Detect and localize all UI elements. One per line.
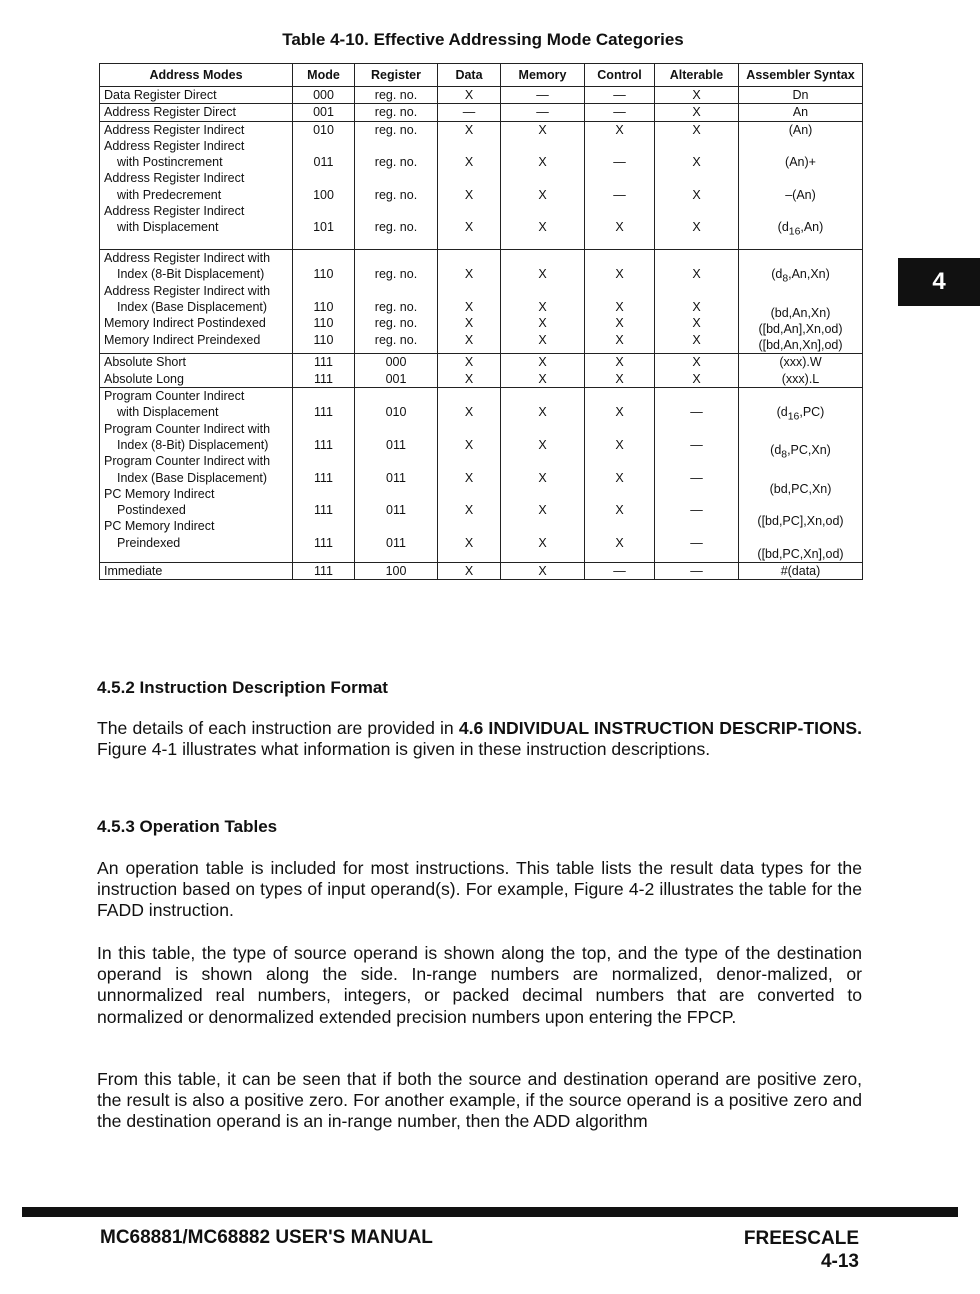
alterable-value: X (692, 155, 701, 170)
data-value: X (464, 470, 474, 485)
data-cell (438, 388, 501, 563)
data-value: X (464, 155, 474, 170)
register-value: reg. no. (374, 122, 418, 137)
data-value: X (464, 405, 474, 420)
mode-value: 111 (313, 355, 333, 370)
alterable-value: X (692, 371, 701, 386)
control-value: X (615, 267, 624, 282)
alterable-value: — (690, 405, 703, 420)
mode-value: 101 (313, 220, 334, 235)
data-value: X (464, 220, 474, 235)
footer-right (744, 1227, 859, 1273)
page-number: 4-13 (820, 1251, 859, 1272)
syntax-cell (739, 104, 863, 121)
memory-value: — (536, 88, 549, 102)
footer-rule (22, 1207, 958, 1217)
memory-value: X (538, 267, 547, 282)
memory-value: X (538, 155, 547, 170)
syntax-value: (An) (788, 122, 813, 137)
syntax-cell (739, 87, 863, 104)
table-title: Table 4-10. Effective Addressing Mode Categories (282, 30, 684, 49)
address-mode-label: Data Register Direct (104, 88, 217, 102)
address-mode-label: Memory Indirect Preindexed (104, 332, 261, 347)
mode-cell (293, 250, 355, 354)
register-value: 011 (386, 535, 406, 550)
mode-value: 111 (313, 503, 333, 518)
register-value: reg. no. (374, 88, 418, 102)
register-value: 011 (386, 503, 406, 518)
data-cell (438, 87, 501, 104)
data-cell (438, 250, 501, 354)
address-mode-label: with Displacement (117, 405, 219, 420)
paragraph: An operation table is included for most instructions. This table lists the result data types for the instruction based on types of input operand(s). For example, Figure 4-2 illustrates the table for the FADD instruction. (97, 858, 862, 921)
alterable-value: — (690, 564, 703, 579)
address-mode-label: Absolute Long (104, 371, 184, 386)
table-row-group (100, 388, 863, 563)
register-cell (355, 563, 438, 580)
control-value: — (613, 187, 626, 202)
address-mode-label: Preindexed (117, 535, 181, 550)
register-value: reg. no. (374, 332, 418, 347)
paragraph: From this table, it can be seen that if both the source and destination operand are positive zero, the result is also a positive zero. For another example, if the source operand is a positive zero and the destination operand is an in-range number, then the ADD algorithm (97, 1069, 862, 1132)
syntax-value: ([bd,An],Xn,od) (758, 321, 843, 336)
memory-value: X (538, 564, 547, 579)
address-mode-cell (100, 388, 293, 563)
address-mode-label: Index (8-Bit Displacement) (117, 267, 265, 282)
memory-cell (501, 104, 585, 121)
memory-value: X (538, 371, 547, 386)
register-value: 011 (386, 437, 406, 452)
mode-value: 001 (313, 105, 334, 120)
syntax-value: (xxx).L (781, 371, 820, 386)
control-value: X (615, 220, 624, 235)
section-heading-instruction-format: 4.5.2 Instruction Description Format (97, 678, 388, 697)
control-value: X (615, 503, 624, 518)
mode-cell (293, 121, 355, 250)
alterable-cell (655, 563, 739, 580)
alterable-value: X (692, 316, 701, 331)
syntax-subscript: 8 (782, 273, 789, 285)
memory-cell (501, 87, 585, 104)
syntax-value: (An)+ (785, 155, 816, 170)
syntax-value: ([bd,PC],Xn,od) (757, 514, 844, 529)
control-value: X (615, 332, 624, 347)
alterable-value: X (692, 300, 701, 315)
register-cell (355, 121, 438, 250)
col-header: Alterable (655, 64, 739, 87)
control-value: — (613, 105, 626, 120)
mode-value: 011 (313, 155, 334, 170)
paragraph: The details of each instruction are provided in 4.6 INDIVIDUAL INSTRUCTION DESCRIP-TIONS. Figure 4-1 illustrates what information is given in these instruction descriptions. (97, 718, 862, 760)
mode-value: 000 (313, 88, 334, 102)
col-header: Address Modes (100, 64, 293, 87)
data-value: X (464, 437, 474, 452)
register-cell (355, 104, 438, 121)
syntax-subscript: 8 (781, 449, 788, 461)
address-mode-label: with Predecrement (117, 187, 222, 202)
alterable-value: X (692, 332, 701, 347)
data-value: X (464, 316, 474, 331)
data-cell (438, 354, 501, 388)
syntax-value: –(An) (785, 187, 816, 202)
table-row-group (100, 121, 863, 250)
data-value: X (464, 503, 474, 518)
memory-value: X (538, 405, 547, 420)
syntax-value: #(data) (780, 564, 821, 579)
table-row-group (100, 104, 863, 121)
data-value: X (464, 535, 474, 550)
data-value: X (464, 355, 474, 370)
memory-value: X (538, 437, 547, 452)
address-mode-label: PC Memory Indirect (104, 519, 215, 534)
control-value: X (615, 437, 624, 452)
col-header: Mode (293, 64, 355, 87)
address-mode-label: with Displacement (117, 220, 219, 235)
memory-value: X (538, 503, 547, 518)
address-mode-label: PC Memory Indirect (104, 486, 215, 501)
address-mode-label: Immediate (104, 564, 163, 579)
memory-value: X (538, 355, 547, 370)
control-cell (585, 121, 655, 250)
chapter-tab-marker: 4 (898, 258, 980, 306)
syntax-value: $(d_{16},An)$ (777, 220, 824, 238)
address-mode-label: Program Counter Indirect with (104, 454, 271, 469)
data-value: X (464, 88, 474, 102)
memory-value: X (538, 187, 547, 202)
table-row-group (100, 87, 863, 104)
register-value: 100 (385, 564, 407, 579)
address-mode-label: Address Register Indirect with (104, 251, 271, 266)
control-value: — (613, 564, 626, 579)
footer-manual-title: MC68881/MC68882 USER'S MANUAL (100, 1227, 433, 1248)
mode-cell (293, 87, 355, 104)
register-value: reg. no. (374, 267, 418, 282)
control-value: — (613, 88, 626, 102)
control-cell (585, 250, 655, 354)
memory-value: — (536, 105, 549, 120)
alterable-cell (655, 388, 739, 563)
address-mode-label: Address Register Indirect (104, 171, 245, 186)
col-header: Memory (501, 64, 585, 87)
address-mode-label: Address Register Indirect with (104, 283, 271, 298)
alterable-value: X (692, 355, 701, 370)
syntax-cell (739, 354, 863, 388)
data-value: — (462, 105, 476, 120)
mode-value: 100 (313, 187, 334, 202)
mode-cell (293, 388, 355, 563)
control-value: X (615, 535, 624, 550)
control-value: X (615, 371, 624, 386)
syntax-cell (739, 121, 863, 250)
mode-cell (293, 104, 355, 121)
table-row-group (100, 563, 863, 580)
register-value: 010 (385, 405, 407, 420)
memory-cell (501, 388, 585, 563)
cross-reference: 4.6 INDIVIDUAL INSTRUCTION DESCRIP-TIONS. (458, 718, 862, 738)
data-value: X (464, 332, 474, 347)
mode-value: 110 (313, 316, 334, 331)
alterable-value: — (690, 535, 703, 550)
alterable-cell (655, 354, 739, 388)
alterable-value: X (692, 187, 701, 202)
alterable-value: X (692, 267, 701, 282)
mode-value: 111 (313, 470, 333, 485)
address-mode-label: Program Counter Indirect (104, 389, 245, 404)
syntax-cell (739, 250, 863, 354)
mode-value: 010 (313, 122, 334, 137)
control-value: X (615, 122, 624, 137)
data-value: X (464, 564, 474, 579)
alterable-cell (655, 121, 739, 250)
paragraph: In this table, the type of source operand is shown along the top, and the type of the destination operand is shown along the side. In-range numbers are normalized, denor-malized, or unnormalized real numbers, integers, or packed decimal numbers that are converted to normalized or denormalized extended precision numbers upon entering the FPCP. (97, 943, 862, 1027)
alterable-value: X (692, 122, 701, 137)
syntax-value: Dn (792, 88, 809, 102)
register-value: 011 (386, 470, 406, 485)
data-cell (438, 563, 501, 580)
register-value: reg. no. (374, 187, 418, 202)
syntax-value: (bd,An,Xn) (770, 305, 831, 320)
syntax-value: $(d_8,An,Xn)$ (771, 267, 830, 285)
mode-value: 111 (313, 405, 333, 420)
table-body (100, 87, 863, 580)
table-row-group (100, 354, 863, 388)
address-mode-cell (100, 87, 293, 104)
data-cell (438, 121, 501, 250)
register-cell (355, 250, 438, 354)
alterable-cell (655, 87, 739, 104)
syntax-value: An (792, 105, 809, 120)
mode-value: 111 (313, 564, 333, 579)
control-cell (585, 354, 655, 388)
register-value: reg. no. (374, 316, 418, 331)
memory-value: X (538, 300, 547, 315)
memory-value: X (538, 332, 547, 347)
memory-value: X (538, 316, 547, 331)
mode-value: 110 (313, 300, 334, 315)
control-value: X (615, 300, 624, 315)
syntax-cell (739, 388, 863, 563)
control-cell (585, 388, 655, 563)
memory-cell (501, 121, 585, 250)
control-value: X (615, 405, 624, 420)
col-header: Control (585, 64, 655, 87)
data-value: X (464, 371, 474, 386)
mode-cell (293, 563, 355, 580)
syntax-value: $(d_{16},PC)$ (776, 405, 825, 423)
data-cell (438, 104, 501, 121)
register-value: reg. no. (374, 105, 418, 120)
address-mode-label: Address Register Indirect (104, 138, 245, 153)
col-header: Assembler Syntax (739, 64, 863, 87)
data-value: X (464, 187, 474, 202)
register-cell (355, 354, 438, 388)
col-header: Data (438, 64, 501, 87)
section-heading-operation-tables: 4.5.3 Operation Tables (97, 817, 278, 836)
table-header-row (100, 64, 863, 87)
syntax-value: ([bd,An,Xn],od) (758, 338, 843, 353)
register-cell (355, 388, 438, 563)
address-mode-cell (100, 354, 293, 388)
control-value: X (615, 355, 624, 370)
address-mode-label: Absolute Short (104, 355, 186, 370)
register-cell (355, 87, 438, 104)
mode-cell (293, 354, 355, 388)
address-mode-label: Postindexed (117, 503, 186, 518)
address-mode-label: Index (Base Displacement) (117, 300, 268, 315)
alterable-value: X (692, 105, 701, 120)
address-mode-label: Memory Indirect Postindexed (104, 316, 266, 331)
mode-value: 111 (313, 535, 333, 550)
alterable-value: X (692, 88, 701, 102)
register-value: 001 (385, 371, 407, 386)
address-mode-label: Index (Base Displacement) (117, 470, 268, 485)
memory-value: X (538, 470, 547, 485)
control-value: — (613, 155, 626, 170)
table-row-group (100, 250, 863, 354)
alterable-cell (655, 104, 739, 121)
control-value: X (615, 316, 624, 331)
alterable-value: — (690, 470, 703, 485)
memory-cell (501, 250, 585, 354)
address-mode-label: Index (8-Bit) Displacement) (117, 437, 269, 452)
addressing-modes-table (99, 63, 863, 580)
address-mode-cell (100, 104, 293, 121)
address-mode-cell (100, 563, 293, 580)
syntax-value: (bd,PC,Xn) (769, 481, 832, 496)
syntax-value: $(d_8,PC,Xn)$ (770, 443, 831, 461)
alterable-value: — (690, 503, 703, 518)
mode-value: 110 (313, 267, 334, 282)
syntax-subscript: 16 (787, 411, 800, 423)
col-header: Register (355, 64, 438, 87)
memory-value: X (538, 122, 547, 137)
mode-value: 110 (313, 332, 334, 347)
control-cell (585, 87, 655, 104)
data-value: X (464, 300, 474, 315)
memory-cell (501, 563, 585, 580)
address-mode-cell (100, 121, 293, 250)
alterable-cell (655, 250, 739, 354)
address-mode-label: Address Register Indirect (104, 204, 245, 219)
syntax-subscript: 16 (788, 226, 801, 238)
memory-value: X (538, 535, 547, 550)
data-value: X (464, 267, 474, 282)
address-mode-cell (100, 250, 293, 354)
register-value: 000 (385, 355, 407, 370)
syntax-value: (xxx).W (779, 355, 822, 370)
memory-cell (501, 354, 585, 388)
register-value: reg. no. (374, 300, 418, 315)
alterable-value: — (690, 437, 703, 452)
address-mode-label: Program Counter Indirect with (104, 421, 271, 436)
syntax-cell (739, 563, 863, 580)
mode-value: 111 (313, 437, 333, 452)
mode-value: 111 (313, 371, 333, 386)
footer-publisher: FREESCALE (743, 1228, 859, 1249)
syntax-value: ([bd,PC,Xn],od) (757, 546, 844, 561)
control-value: X (615, 470, 624, 485)
control-cell (585, 563, 655, 580)
address-mode-label: with Postincrement (117, 155, 223, 170)
alterable-value: X (692, 220, 701, 235)
register-value: reg. no. (374, 220, 418, 235)
address-mode-label: Address Register Indirect (104, 122, 245, 137)
address-mode-label: Address Register Direct (104, 105, 236, 120)
data-value: X (464, 122, 474, 137)
memory-value: X (538, 220, 547, 235)
control-cell (585, 104, 655, 121)
register-value: reg. no. (374, 155, 418, 170)
